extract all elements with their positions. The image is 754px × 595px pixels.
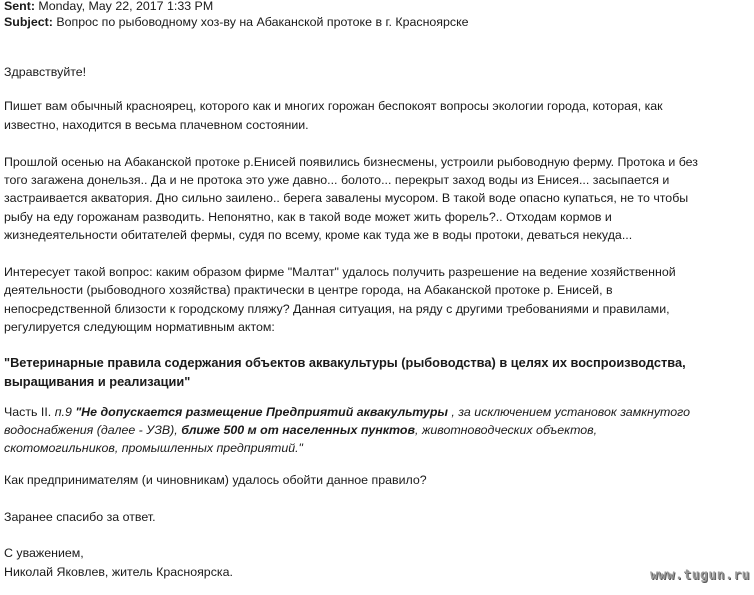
paragraph-3-line-2: деятельности (рыбоводного хозяйства) практически в центре города, на Абаканской протоке р. Енисей, в	[4, 283, 613, 297]
signature: Николай Яковлев, житель Красноярска.	[4, 565, 233, 579]
quote-mid-1: , за исключением установок замкнутого	[447, 405, 690, 419]
quote-line2-end: , животноводческих объектов,	[414, 423, 598, 437]
question: Как предпринимателям (и чиновникам) удалось обойти данное правило?	[4, 473, 427, 487]
greeting: Здравствуйте!	[4, 65, 87, 79]
paragraph-1-line-2: известно, находится в весьма плачевном состоянии.	[4, 118, 309, 132]
rules-title-line-1: "Ветеринарные правила содержания объектов аквакультуры (рыбоводства) в целях их воспроизводства,	[4, 355, 686, 370]
paragraph-2-line-5: жизнедеятельности обитателей фермы, судя по всему, кроме как туда же в воды протоки, деваться некуда...	[4, 228, 633, 242]
subject-line	[4, 14, 469, 30]
subject-label: Subject:	[4, 15, 53, 29]
thanks: Заранее спасибо за ответ.	[4, 510, 156, 524]
quote-line-2	[4, 422, 597, 438]
sent-value: Monday, May 22, 2017 1:33 PM	[34, 0, 214, 13]
subject-value: Вопрос по рыбоводному хоз-ву на Абаканской протоке в г. Красноярске	[52, 15, 469, 29]
quote-part-label: Часть II.	[4, 405, 55, 419]
quote-line2-start: водоснабжения (далее - УЗВ),	[4, 423, 182, 437]
paragraph-2-line-2: того загажена донельзя.. Да и не протока это уже давно... болото... перекрыт заход воды из Енисея... засыпается и	[4, 173, 670, 187]
paragraph-3-line-4: регулируется следующим нормативным актом:	[4, 320, 275, 334]
paragraph-2-line-3: застраивается акватория. Дно сильно заилено.. берега завалены мусором. В такой воде опасно купаться, не то чтобы	[4, 191, 689, 205]
paragraph-2-line-4: рыбу на еду горожанам разводить. Непонятно, как в такой воде может жить форель?.. Отходам кормов и	[4, 210, 612, 224]
quote-bold-2: ближе 500 м от населенных пунктов	[181, 423, 415, 437]
sent-label: Sent:	[4, 0, 35, 13]
quote-line-3: скотомогильников, промышленных предприятий."	[4, 441, 303, 455]
sign-off: С уважением,	[4, 546, 84, 560]
sent-line	[4, 0, 213, 14]
paragraph-2-line-1: Прошлой осенью на Абаканской протоке р.Енисей появились бизнесмены, устроили рыбоводную ферму. Протока и без	[4, 155, 698, 169]
site-watermark: www.tugun.ru	[650, 568, 750, 583]
paragraph-3-line-1: Интересует такой вопрос: каким образом фирме "Малтат" удалось получить разрешение на ведение хозяйственной	[4, 265, 676, 279]
paragraph-1-line-1: Пишет вам обычный красноярец, которого как и многих горожан беспокоят вопросы экологии города, которая, как	[4, 99, 663, 113]
rules-title-line-2: выращивания и реализации"	[4, 374, 191, 389]
paragraph-3-line-3: непосредственной близости к городскому пляжу? Данная ситуация, на ряду с другими требованиями и правилами,	[4, 302, 670, 316]
quote-bold-1: "Не допускается размещение Предприятий аквакультуры	[75, 405, 448, 419]
quote-point: п.9	[54, 405, 76, 419]
quote-line-1	[4, 404, 690, 420]
